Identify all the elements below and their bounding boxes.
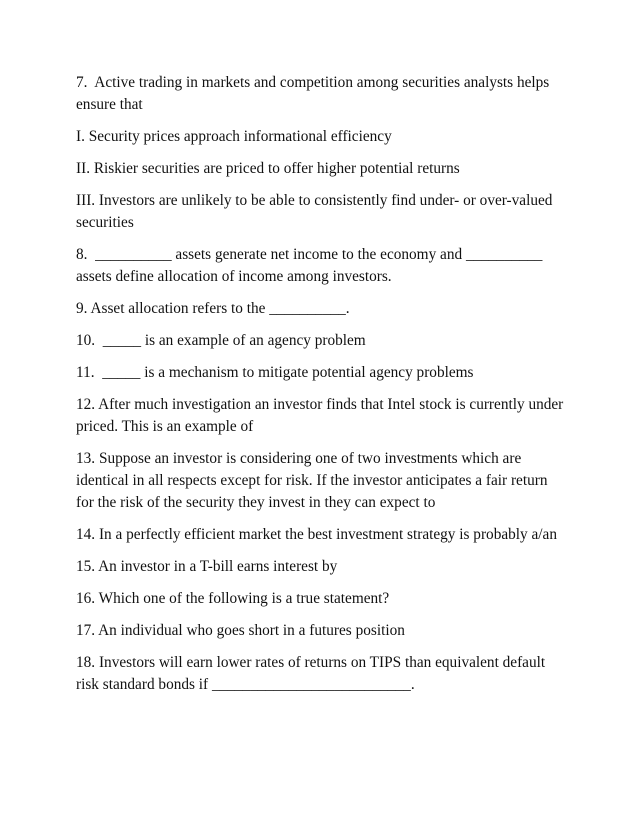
statement-i: I. Security prices approach informational efficiency xyxy=(76,128,392,145)
question-18: 18. Investors will earn lower rates of returns on TIPS than equivalent default risk standard bonds if __________________________. xyxy=(76,654,549,693)
question-10: 10. _____ is an example of an agency problem xyxy=(76,332,366,349)
question-17: 17. An individual who goes short in a futures position xyxy=(76,622,405,639)
statement-iii: III. Investors are unlikely to be able to consistently find under- or over-valued securities xyxy=(76,192,557,231)
question-11: 11. _____ is a mechanism to mitigate potential agency problems xyxy=(76,364,474,381)
question-12: 12. After much investigation an investor finds that Intel stock is currently under priced. This is an example of xyxy=(76,396,568,435)
question-16: 16. Which one of the following is a true statement? xyxy=(76,590,390,607)
question-15: 15. An investor in a T-bill earns interest by xyxy=(76,558,338,575)
document-body xyxy=(76,72,566,706)
question-13: 13. Suppose an investor is considering one of two investments which are identical in all respects except for risk. If the investor anticipates a fair return for the risk of the security they invest in they can expect to xyxy=(76,450,552,511)
question-8: 8. __________ assets generate net income to the economy and __________ assets define allocation of income among investors. xyxy=(76,246,547,285)
statement-ii: II. Riskier securities are priced to offer higher potential returns xyxy=(76,160,460,177)
question-9: 9. Asset allocation refers to the __________. xyxy=(76,300,350,317)
question-7: 7. Active trading in markets and competition among securities analysts helps ensure that xyxy=(76,74,554,113)
question-14: 14. In a perfectly efficient market the best investment strategy is probably a/an xyxy=(76,526,557,543)
